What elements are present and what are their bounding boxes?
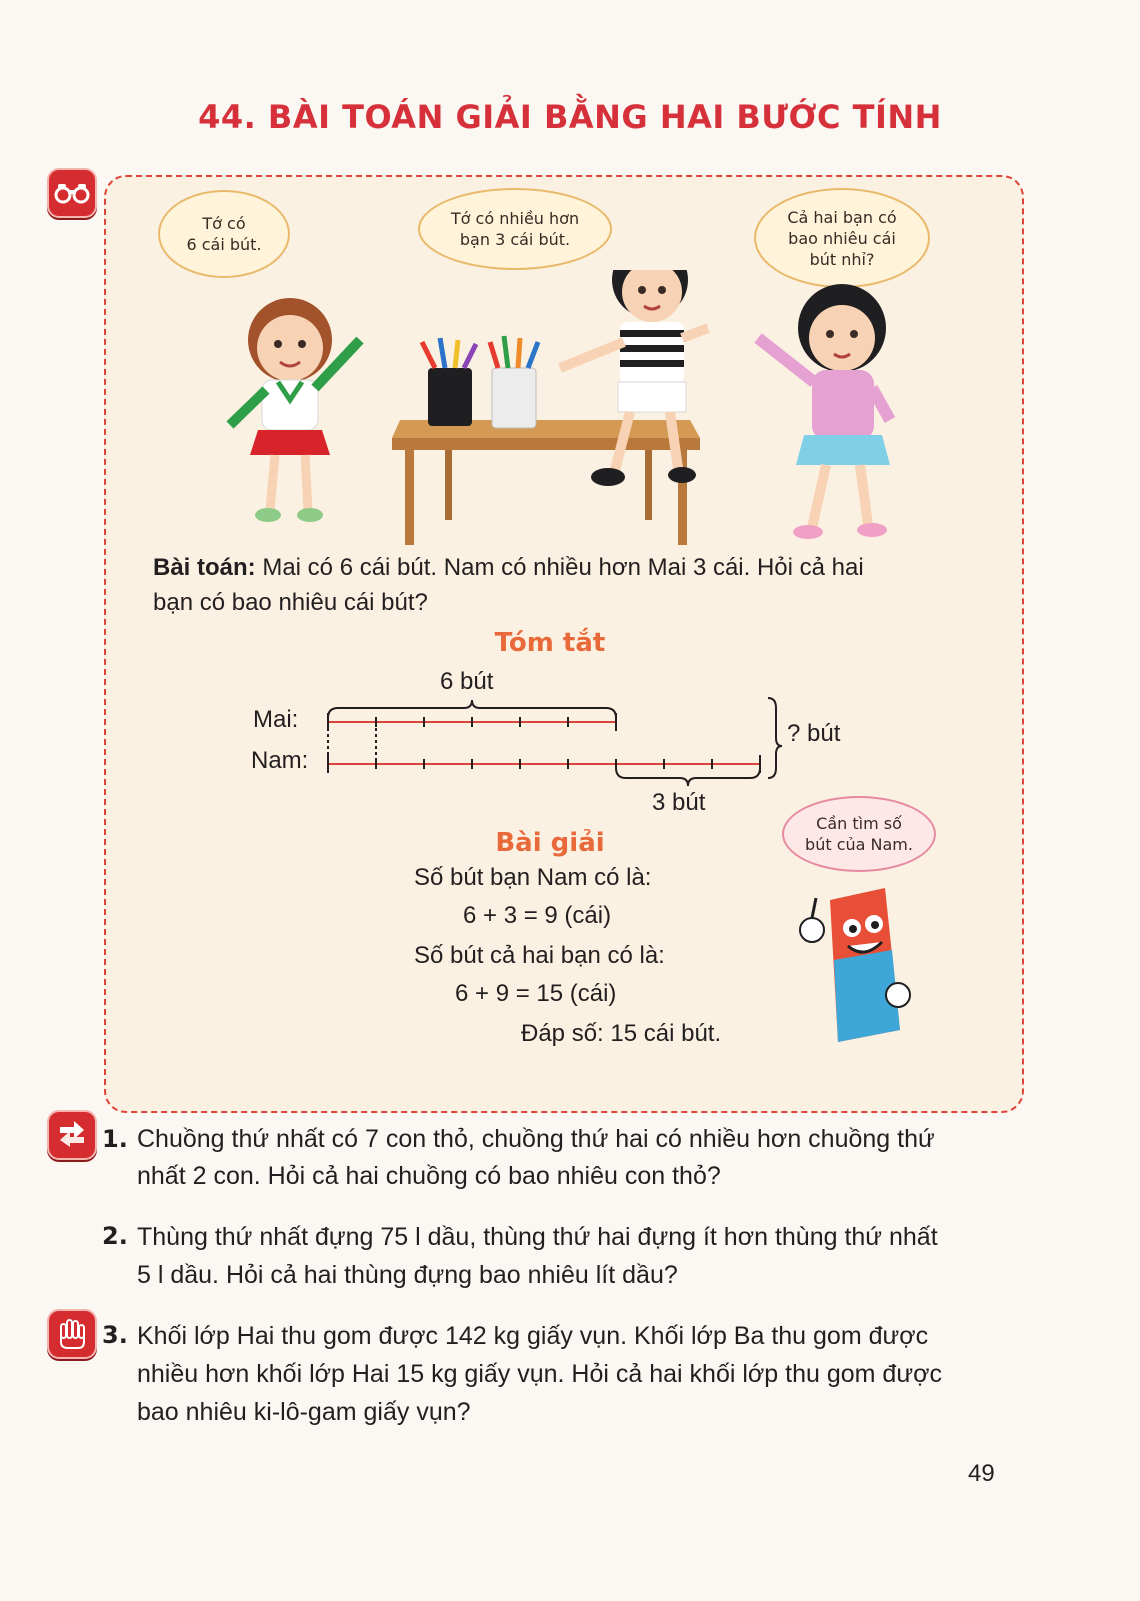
girl-figure [758, 284, 890, 539]
mai-label: Mai: [253, 706, 299, 733]
right-brace [768, 698, 782, 778]
exercise-2-line-1: Thùng thứ nhất đựng 75 l dầu, thùng thứ hai đựng ít hơn thùng thứ nhất [137, 1223, 938, 1251]
solution-heading: Bài giải [495, 828, 605, 858]
exercise-3-line-1: Khối lớp Hai thu gom được 142 kg giấy vụn. Khối lớp Ba thu gom được [137, 1322, 929, 1350]
exercise-1-number: 1. [102, 1125, 128, 1153]
problem-line-2: bạn có bao nhiêu cái bút? [153, 589, 428, 616]
summary-heading: Tóm tắt [494, 628, 606, 658]
problem-line-1 [153, 550, 993, 586]
page-title: 44. BÀI TOÁN GIẢI BẰNG HAI BƯỚC TÍNH [198, 98, 942, 136]
eraser-character [790, 880, 920, 1050]
exercise-2-number: 2. [102, 1222, 128, 1250]
mai-speech-bubble: Tớ có 6 cái bút. [158, 190, 290, 278]
exercise-1-line-2: nhất 2 con. Hỏi cả hai chuồng có bao nhiêu con thỏ? [137, 1162, 721, 1190]
bottom-brace [616, 768, 760, 786]
eraser-speech-bubble: Cần tìm số bút của Nam. [782, 796, 936, 872]
exercise-3-line-2: nhiều hơn khối lớp Hai 15 kg giấy vụn. Hỏi cả hai khối lớp thu gom được [137, 1360, 942, 1388]
exercise-3-line-3: bao nhiêu ki-lô-gam giấy vụn? [137, 1398, 471, 1426]
mai-figure [230, 298, 360, 522]
problem-text: Mai có 6 cái bút. Nam có nhiều hơn Mai 3 cái. Hỏi cả hai [255, 554, 864, 581]
table [392, 420, 700, 545]
extra-label: 3 bút [652, 789, 706, 816]
girl-speech-bubble: Cả hai bạn có bao nhiêu cái bút nhỉ? [754, 188, 930, 288]
total-question-label: ? bút [787, 720, 841, 747]
pen-cups [422, 336, 538, 428]
solution-calc-1: 6 + 3 = 9 (cái) [463, 902, 612, 929]
solution-answer: Đáp số: 15 cái bút. [521, 1020, 722, 1047]
top-brace [328, 700, 616, 718]
solution-step-1: Số bút bạn Nam có là: [414, 864, 652, 891]
segment-diagram [320, 692, 790, 798]
exercise-3-number: 3. [102, 1321, 128, 1349]
problem-label: Bài toán: [153, 554, 256, 581]
nam-label: Nam: [251, 747, 309, 774]
solution-calc-2: 6 + 9 = 15 (cái) [455, 980, 617, 1007]
exercise-1-line-1: Chuồng thứ nhất có 7 con thỏ, chuồng thứ hai có nhiều hơn chuồng thứ [137, 1125, 935, 1153]
page-number: 49 [968, 1460, 995, 1487]
nam-speech-bubble: Tớ có nhiều hơn bạn 3 cái bút. [418, 188, 612, 270]
solution-step-2: Số bút cả hai bạn có là: [414, 942, 665, 969]
hand-icon [47, 1309, 97, 1359]
mai-total-label: 6 bút [440, 668, 494, 695]
arrows-icon [47, 1110, 97, 1160]
exercise-2-line-2: 5 l dầu. Hỏi cả hai thùng đựng bao nhiêu lít dầu? [137, 1261, 678, 1289]
kids-illustration [200, 270, 920, 560]
binoculars-icon [47, 168, 97, 218]
